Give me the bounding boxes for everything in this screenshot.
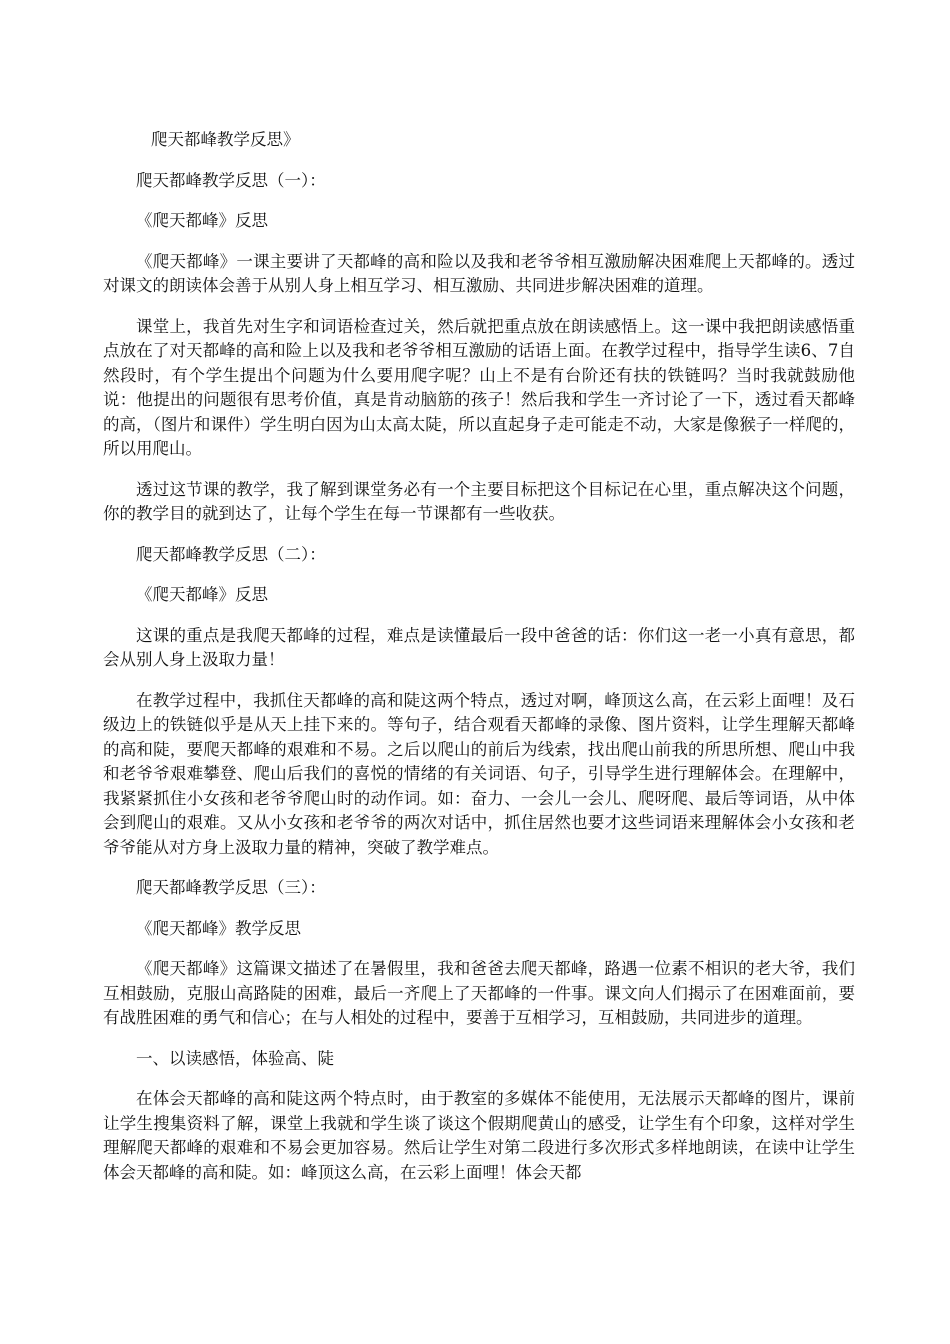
section-1-paragraph-2: 课堂上，我首先对生字和词语检查过关，然后就把重点放在朗读感悟上。这一课中我把朗读感悟重点放在了对天都峰的高和险上以及我和老爷爷相互激励的话语上面。在教学过程中，指导学生读6、7自然段时，有个学生提出个问题为什么要用爬字呢？山上不是有台阶还有扶的铁链吗？当时我就鼓励他说：他提出的问题很有思考价值，真是肯动脑筋的孩子！然后我和学生一齐讨论了一下，透过看天都峰的高，（图片和课件）学生明白因为山太高太陡，所以直起身子走可能走不动，大家是像猴子一样爬的，所以用爬山。 bbox=[103, 316, 855, 458]
section-3-subheading: 《爬天都峰》教学反思 bbox=[136, 918, 301, 938]
section-2-paragraph-1: 这课的重点是我爬天都峰的过程，难点是读懂最后一段中爸爸的话：你们这一老一小真有意思，都会从别人身上汲取力量！ bbox=[103, 625, 855, 669]
section-3-paragraph-1: 《爬天都峰》这篇课文描述了在暑假里，我和爸爸去爬天都峰，路遇一位素不相识的老大爷，我们互相鼓励，克服山高路陡的困难，最后一齐爬上了天都峰的一件事。课文向人们揭示了在困难面前，要有战胜困难的勇气和信心；在与人相处的过程中，要善于互相学习，互相鼓励，共同进步的道理。 bbox=[103, 959, 855, 1027]
section-3-point-heading: 一、以读感悟，体验高、陡 bbox=[136, 1048, 334, 1068]
section-3-heading: 爬天都峰教学反思（三）： bbox=[136, 878, 326, 897]
section-1-heading: 爬天都峰教学反思（一）： bbox=[136, 170, 326, 190]
section-1-subheading: 《爬天都峰》反思 bbox=[136, 211, 268, 230]
section-2-heading: 爬天都峰教学反思（二）： bbox=[136, 544, 326, 564]
section-2-paragraph-2: 在教学过程中，我抓住天都峰的高和陡这两个特点，透过对啊，峰顶这么高，在云彩上面哩！及石级边上的铁链似乎是从天上挂下来的。等句子，结合观看天都峰的录像、图片资料，让学生理解天都峰的高和陡，要爬天都峰的艰难和不易。之后以爬山的前后为线索，找出爬山前我的所思所想、爬山中我和老爷爷艰难攀登、爬山后我们的喜悦的情绪的有关词语、句子，引导学生进行理解体会。在理解中，我紧紧抓住小女孩和老爷爷爬山时的动作词。如：奋力、一会儿一会儿、爬呀爬、最后等词语，从中体会到爬山的艰难。又从小女孩和老爷爷的两次对话中，抓住居然也要才这些词语来理解体会小女孩和老爷爷能从对方身上汲取力量的精神，突破了教学难点。 bbox=[103, 690, 855, 857]
section-2-subheading: 《爬天都峰》反思 bbox=[136, 585, 268, 604]
section-3-point-paragraph: 在体会天都峰的高和陡这两个特点时，由于教室的多媒体不能使用，无法展示天都峰的图片，课前让学生搜集资料了解，课堂上我就和学生谈了谈这个假期爬黄山的感受，让学生有个印象，这样对学生理解爬天都峰的艰难和不易会更加容易。然后让学生对第二段进行多次形式多样地朗读，在读中让学生体会天都峰的高和陡。如：峰顶这么高，在云彩上面哩！体会天都 bbox=[103, 1089, 855, 1182]
section-1-paragraph-3: 透过这节课的教学，我了解到课堂务必有一个主要目标把这个目标记在心里，重点解决这个问题，你的教学目的就到达了，让每个学生在每一节课都有一些收获。 bbox=[103, 479, 855, 523]
section-1-paragraph-1: 《爬天都峰》一课主要讲了天都峰的高和险以及我和老爷爷相互激励解决困难爬上天都峰的。透过对课文的朗读体会善于从别人身上相互学习、相互激励、共同进步解决困难的道理。 bbox=[103, 251, 855, 295]
document-title: 爬天都峰教学反思》 bbox=[151, 130, 300, 149]
